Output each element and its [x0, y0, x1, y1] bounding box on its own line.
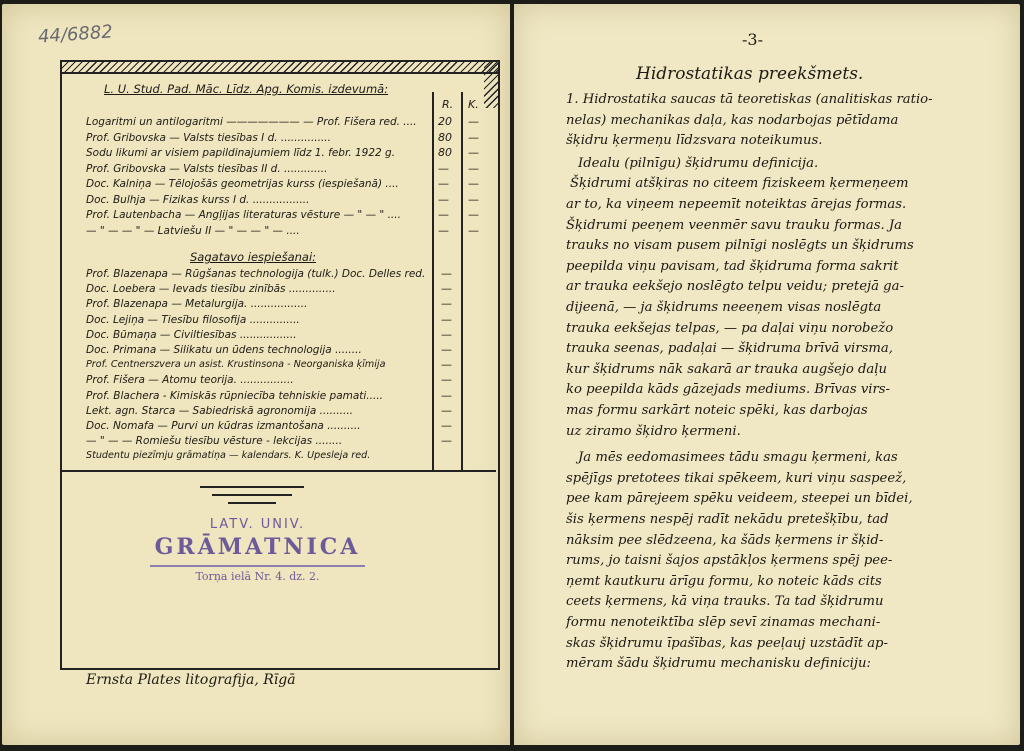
- price-rubles: 20: [438, 115, 452, 128]
- price-rubles: —: [441, 419, 452, 432]
- price-rubles: —: [438, 161, 449, 175]
- manuscript-line: formu nenoteiktība slēp sevī zinamas mechani-: [566, 615, 881, 630]
- price-rubles: —: [441, 343, 452, 356]
- price-kopeks: —: [468, 208, 479, 221]
- price-rubles: —: [438, 177, 449, 190]
- price-rubles: —: [441, 282, 452, 296]
- price-kopeks: —: [468, 115, 479, 128]
- publication-item: Prof. Gribovska — Valsts tiesības I d. ...............: [86, 131, 331, 144]
- price-kopeks: —: [468, 130, 479, 144]
- manuscript-line: ar trauka eekšejo noslēgto telpu veidu; pretejā ga-: [566, 279, 904, 295]
- publication-item: Doc. Bulhja — Fizikas kurss I d. .................: [86, 193, 310, 206]
- prepared-item: Doc. Būmaņa — Civiltiesības .................: [86, 328, 297, 341]
- prepared-item: Doc. Loebera — Ievads tiesību zinībās ..............: [86, 283, 336, 296]
- stamp-line-3: Torņa ielā Nr. 4. dz. 2.: [195, 570, 320, 583]
- col-header-k: K.: [468, 98, 479, 111]
- price-rubles: —: [441, 434, 452, 448]
- price-kopeks: —: [468, 161, 479, 175]
- page-number: -3-: [742, 30, 763, 49]
- left-footer: Ernsta Plates litografija, Rīgā: [86, 672, 296, 688]
- price-rubles: —: [441, 358, 452, 372]
- manuscript-line: dijeenā, — ja šķidrums neeeņem visas noslēgta: [566, 300, 882, 315]
- price-kopeks: —: [468, 223, 479, 237]
- price-rubles: —: [438, 192, 449, 206]
- prepared-item: Prof. Blazenapa — Rūgšanas technologija (tulk.) Doc. Delles red.: [86, 268, 426, 280]
- list-bottom-rule: [60, 470, 496, 472]
- manuscript-line: skas šķidrumu īpašības, kas peeļauj uzstādīt ap-: [566, 635, 888, 651]
- manuscript-line: Šķidrumi atšķiras no citeem fiziskeem ķermeņeem: [570, 176, 909, 192]
- manuscript-line: trauka eekšejas telpas, — pa daļai viņu norobežo: [566, 320, 894, 336]
- page-title: Hidrostatikas preekšmets.: [636, 64, 864, 84]
- manuscript-line: mēram šādu šķidrumu mechanisku definiciju:: [566, 656, 871, 672]
- rule-3: [228, 502, 276, 504]
- publication-item: Logaritmi un antilogaritmi ——————— — Prof. Fišera red. ....: [86, 116, 417, 128]
- publication-item: Prof. Gribovska — Valsts tiesības II d. .............: [86, 162, 328, 175]
- manuscript-line: peepilda viņu pavisam, tad šķidruma forma sakrit: [566, 258, 899, 274]
- col-header-r: R.: [442, 98, 454, 111]
- column-divider-r: [432, 92, 434, 470]
- manuscript-line: Šķidrumi peeņem veenmēr savu trauku formas. Ja: [566, 217, 902, 233]
- price-rubles: —: [441, 403, 452, 417]
- price-rubles: —: [441, 388, 452, 402]
- prepared-item: Doc. Nomafa — Purvi un kūdras izmantošana ..........: [86, 420, 361, 432]
- publication-item: Doc. Kalniņa — Tēlojošās geometrijas kurss (iespiešanā) ....: [86, 178, 399, 190]
- prepared-item: Prof. Blazenapa — Metalurgija. .................: [86, 298, 308, 311]
- prepared-item: Lekt. agn. Starca — Sabiedriskā agronomija ..........: [86, 404, 354, 417]
- prepared-item: Studentu piezīmju grāmatiņa — kalendars. K. Upesleja red.: [86, 450, 371, 462]
- price-rubles: 80: [438, 130, 452, 144]
- manuscript-line: kur šķidrums nāk sakarā ar trauka augšejo daļu: [566, 361, 888, 377]
- manuscript-line: nelas) mechanikas daļa, kas nodarbojas pētīdama: [566, 112, 899, 128]
- stamp-rule: [150, 565, 365, 567]
- price-rubles: —: [438, 223, 449, 237]
- price-kopeks: —: [468, 146, 479, 159]
- price-rubles: —: [441, 312, 452, 326]
- prepared-item: Prof. Fišera — Atomu teorija. ................: [86, 374, 294, 387]
- manuscript-line: ko peepilda kāds gāzejads mediums. Brīvas virs-: [566, 382, 891, 398]
- manuscript-line: šis ķermens nespēj radīt nekādu pretešķību, tad: [566, 512, 889, 527]
- price-rubles: —: [441, 297, 452, 311]
- manuscript-line: spējīgs pretotees tikai spēkeem, kuri viņu saspeež,: [566, 470, 907, 486]
- prepared-item: Doc. Primana — Silikatu un ūdens technologija ........: [86, 344, 362, 356]
- column-divider-k: [461, 92, 463, 470]
- price-kopeks: —: [468, 177, 479, 190]
- manuscript-line: ceets ķermens, kā viņa trauks. Ta tad šķidrumu: [566, 594, 884, 610]
- rule-2: [212, 494, 292, 496]
- rule-1: [200, 486, 304, 488]
- price-rubles: 80: [438, 146, 452, 159]
- manuscript-line: trauka seenas, padaļai — šķidruma brīvā virsma,: [566, 341, 893, 357]
- prepared-item: Doc. Lejiņa — Tiesību filosofija ...............: [86, 313, 300, 326]
- price-rubles: —: [441, 327, 452, 341]
- price-rubles: —: [441, 373, 452, 387]
- manuscript-line: pee kam pārejeem spēku veideem, steepei un bīdei,: [566, 491, 913, 507]
- price-rubles: —: [438, 208, 449, 221]
- stamp-line-1: LATV. UNIV.: [209, 517, 306, 532]
- price-kopeks: —: [468, 192, 479, 206]
- manuscript-line: 1. Hidrostatika saucas tā teoretiskas (analitiskas ratio-: [566, 92, 933, 107]
- manuscript-line: šķidru ķermeņu līdzsvara noteikumus.: [566, 133, 823, 149]
- manuscript-line: ņemt kautkuru ārīgu formu, ko noteic kāds cits: [566, 573, 882, 589]
- manuscript-line: trauks no visam pusem pilnīgi noslēgts un šķidrums: [566, 238, 914, 254]
- manuscript-line: Idealu (pilnīgu) šķidrumu definicija.: [578, 155, 819, 171]
- pencil-note: 44/6882: [37, 21, 114, 48]
- manuscript-line: nāksim pee slēdzeena, ka šāds ķermens ir šķid-: [566, 532, 884, 548]
- publication-item: — " — — " — Latviešu II — " — — " — ....: [86, 224, 300, 237]
- manuscript-line: rums, jo taisni šajos apstākļos ķermens spēj pee-: [566, 553, 893, 569]
- prepared-item: Prof. Centnerszvera un asist. Krustinsona - Neorganiska ķīmija: [86, 359, 386, 371]
- publication-item: Sodu likumi ar visiem papildinajumiem līdz 1. febr. 1922 g.: [86, 147, 396, 159]
- stamp-line-2: GRĀMATNICA: [154, 534, 361, 560]
- sub-header: Sagatavo iespiešanai:: [190, 250, 317, 264]
- publication-item: Prof. Lautenbacha — Angļijas literaturas vēsture — " — " ....: [86, 209, 401, 221]
- prepared-item: Prof. Blachera - Kimiskās rūpniecība tehniskie pamati.....: [86, 389, 384, 402]
- prepared-item: — " — — Romiešu tiesību vēsture - lekcijas ........: [86, 435, 343, 448]
- price-rubles: —: [441, 267, 452, 280]
- manuscript-line: ar to, ka viņeem nepeemīt noteiktas ārejas formas.: [566, 197, 907, 212]
- left-header: L. U. Stud. Pad. Māc. Līdz. Apg. Komis. izdevumā:: [104, 82, 389, 96]
- manuscript-line: mas formu sarkārt noteic spēki, kas darbojas: [566, 403, 868, 418]
- manuscript-line: Ja mēs eedomasimees tādu smagu ķermeni, kas: [578, 450, 898, 466]
- manuscript-line: uz ziramo šķidro ķermeni.: [566, 423, 741, 439]
